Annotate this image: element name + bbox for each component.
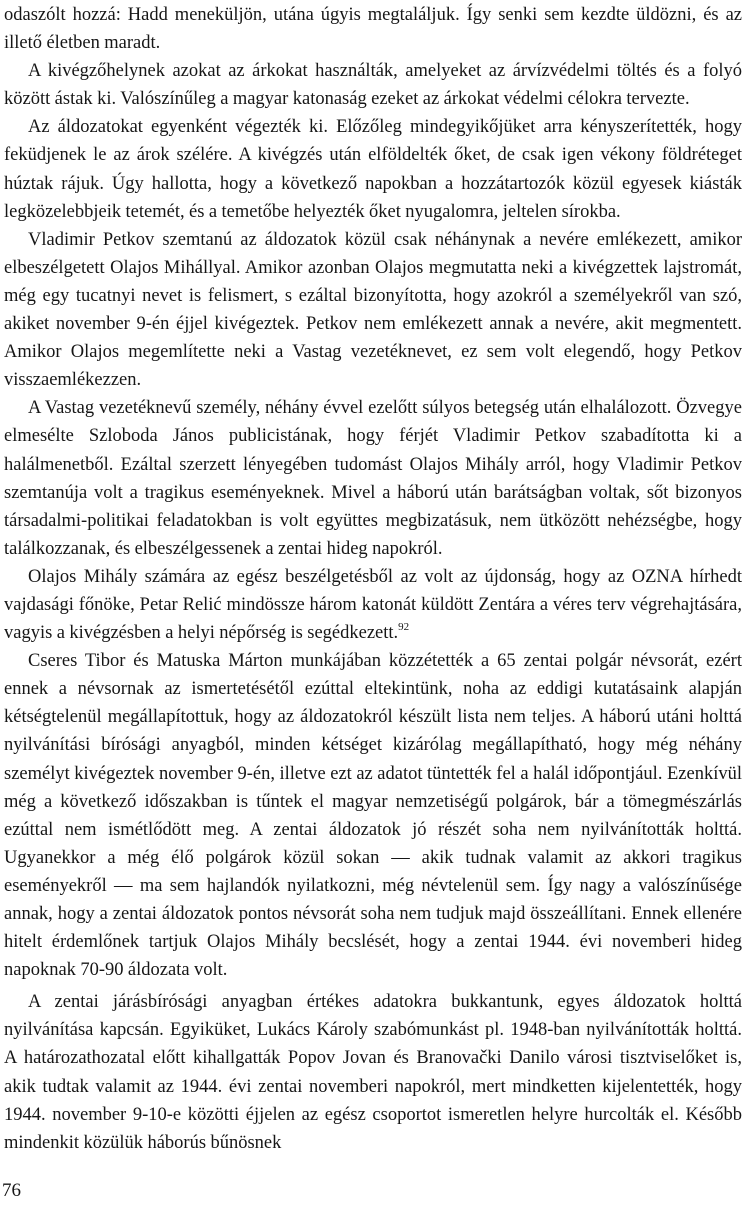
paragraph-2: A kivégzőhelynek azokat az árkokat használták, amelyeket az árvízvédelmi töltés és a folyó között ástak ki. Valószínűleg a magyar katonaság ezeket az árkokat védelmi célokra tervezte. bbox=[4, 61, 742, 110]
paragraph-8: A zentai járásbírósági anyagban értékes adatokra bukkantunk, egyes áldozatok holttá nyilvánítása kapcsán. Egyiküket, Lukács Károly szabómunkást pl. 1948-ban nyilvánították holttá. A határozathozatal előtt kihallgatták Popov Jovan és Branovački Danilo városi tisztviselőket is, akik tudtak valamit az 1944. évi zentai novemberi napokról, mert mindketten kijelentették, hogy 1944. november 9-10-e közötti éjjelen az egész csoportot ismeretlen helyre hurcolták el. Később mindenkit közülük háborús bűnösnek bbox=[4, 992, 742, 1153]
paragraph-6 bbox=[4, 563, 742, 647]
page-body-text bbox=[4, 1, 742, 1157]
paragraph-6-text: Olajos Mihály számára az egész beszélgetésből az volt az újdonság, hogy az OZNA hírhedt vajdasági főnöke, Petar Relić mindössze három katonát küldött Zentára a véres terv végrehajtására, vagyis a kivégzésben a helyi népőrség is segédkezett. bbox=[4, 566, 742, 644]
footnote-reference: 92 bbox=[398, 621, 410, 634]
paragraph-7: Cseres Tibor és Matuska Márton munkájában közzétették a 65 zentai polgár névsorát, ezért ennek a névsornak az ismertetésétől ezúttal eltekintünk, noha az eddigi kutatásaink alapján kétségtelenül megállapítottuk, hogy az áldozatokról készült lista nem teljes. A háború utáni holttá nyilvánítási bírósági anyagból, minden kétséget kizárólag megállapítható, hogy még néhány személyt kivégeztek november 9-én, illetve ezt az adatot tüntették fel a halál időpontjául. Ezenkívül még a következő időszakban is tűntek el magyar nemzetiségű polgárok, bár a tömegmészárlás ezúttal nem ismétlődött meg. A zentai áldozatok jó részét soha nem nyilvánították holttá. Ugyanekkor a még élő polgárok közül sokan — akik tudnak valamit az akkori tragikus eseményekről — ma sem hajlandók nyilatkozni, még névtelenül sem. Így nagy a valószínűsége annak, hogy a zentai áldozatok pontos névsorát soha nem tudjuk majd összeállítani. Ennek ellenére hitelt érdemlőnek tartjuk Olajos Mihály becslését, hogy a zentai 1944. évi novemberi hideg napoknak 70-90 áldozata volt. bbox=[4, 651, 742, 981]
paragraph-5: A Vastag vezetéknevű személy, néhány évvel ezelőtt súlyos betegség után elhalálozott. Özvegye elmesélte Szloboda János publicistának, hogy férjét Vladimir Petkov szabadította ki a halálmenetből. Ezáltal szerzett lényegében tudomást Olajos Mihály arról, hogy Vladimir Petkov szemtanúja volt a tragikus eseményeknek. Mivel a háború után barátságban voltak, sőt bizonyos társadalmi-politikai feladatokban is volt együttes megbizatásuk, nem ütközött nehézségbe, hogy találkozzanak, és elbeszélgessenek a zentai hideg napokról. bbox=[4, 398, 742, 559]
page-number: 76 bbox=[2, 1180, 21, 1201]
paragraph-4: Vladimir Petkov szemtanú az áldozatok közül csak néhánynak a nevére emlékezett, amikor elbeszélgetett Olajos Mihállyal. Amikor azonban Olajos megmutatta neki a kivégzettek lajstromát, még egy tucatnyi nevet is felismert, s ezáltal bizonyította, hogy azokról a személyekről van szó, akiket november 9-én éjjel kivégeztek. Petkov nem emlékezett annak a nevére, akit megmentett. Amikor Olajos megemlítette neki a Vastag vezetéknevet, ez sem volt elegendő, hogy Petkov visszaemlékezzen. bbox=[4, 229, 742, 391]
paragraph-3: Az áldozatokat egyenként végezték ki. Előzőleg mindegyikőjüket arra kényszerítették, hogy feküdjenek le az árok szélére. A kivégzés után elföldelték őket, de csak igen vékony földréteget húztak rájuk. Úgy hallotta, hogy a következő napokban a hozzátartozók közül egyesek kiásták legközelebbjeik tetemét, és a temetőbe helyezték őket nyugalomra, jeltelen sírokba. bbox=[4, 117, 742, 222]
paragraph-1: odaszólt hozzá: Hadd meneküljön, utána úgyis megtaláljuk. Így senki sem kezdte üldözni, és az illető életben maradt. bbox=[4, 5, 742, 54]
